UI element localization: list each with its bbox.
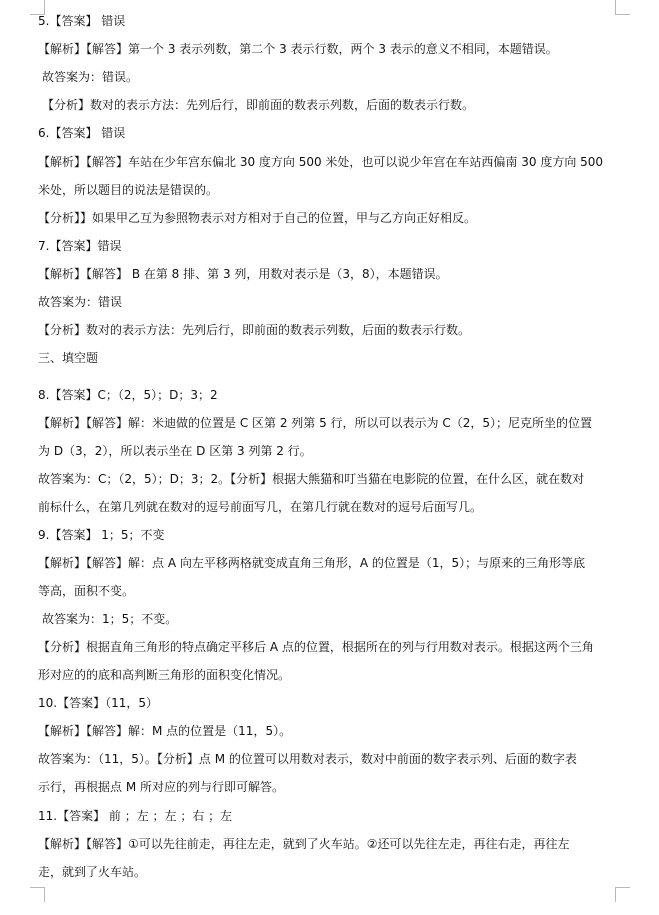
- conclusion-line: 故答案为：（11，5）。【分析】点 M 的位置可以用数对表示，数对中前面的数字表示列、后面的数字表: [38, 752, 577, 766]
- analysis-line: 【解析】【解答】①可以先往前走，再往左走，就到了火车站。②还可以先往左走，再往右走，再往左: [38, 837, 570, 851]
- answer-line-q7: 7.【答案】错误: [38, 239, 122, 253]
- analysis-line: 【解析】【解答】 B 在第 8 排、第 3 列，用数对表示是（3，8），本题错误。: [38, 267, 448, 281]
- reasoning-line: 【分析】数对的表示方法：先列后行，即前面的数表示列数，后面的数表示行数。: [42, 98, 475, 112]
- reasoning-line: 【分析】数对的表示方法：先列后行，即前面的数表示列数，后面的数表示行数。: [38, 323, 471, 337]
- conclusion-line-cont: 前标什么，在第几列就在数对的逗号前面写几，在第几行就在数对的逗号后面写几。: [38, 500, 483, 514]
- analysis-line: 【解析】【解答】车站在少年宫东偏北 30 度方向 500 米处，也可以说少年宫在车站西偏南 30 度方向 500: [38, 155, 604, 169]
- conclusion-line: 故答案为：错误: [38, 295, 123, 309]
- analysis-line: 【解析】【解答】解：点 A 向左平移两格就变成直角三角形，A 的位置是（1，5）；与原来的三角形等底: [38, 556, 586, 570]
- analysis-line: 【解析】【解答】解：M 点的位置是（11，5）。: [38, 724, 292, 738]
- analysis-line-cont: 为 D（3，2），所以表示坐在 D 区第 3 列第 2 行。: [38, 444, 312, 458]
- analysis-line: 【解析】【解答】第一个 3 表示列数，第二个 3 表示行数，两个 3 表示的意义不相同，本题错误。: [38, 42, 558, 56]
- answer-line-q11: 11.【答案】 前 ；左 ；左 ；右 ；左: [38, 809, 233, 823]
- page-corner-mark: [30, 887, 45, 902]
- analysis-line-cont: 等高，面积不变。: [38, 584, 135, 598]
- reasoning-line: 【分析】】如果甲乙互为参照物表示对方相对于自己的位置，甲与乙方向正好相反。: [38, 211, 477, 225]
- reasoning-line: 【分析】根据直角三角形的特点确定平移后 A 点的位置，根据所在的列与行用数对表示。根据这两个三角: [38, 640, 594, 654]
- conclusion-line: 故答案为：1；5；不变。: [42, 612, 178, 626]
- reasoning-line-cont: 形对应的的底和高判断三角形的面积变化情况。: [38, 668, 291, 682]
- answer-line-q10: 10.【答案】（11，5）: [38, 696, 158, 710]
- analysis-line-cont: 走，就到了火车站。: [38, 865, 147, 879]
- conclusion-line: 故答案为：C；（2，5）；D；3；2。【分析】根据大熊猫和叮当猫在电影院的位置，在什么区，就在数对: [38, 472, 585, 486]
- conclusion-line: 故答案为：错误。: [42, 70, 139, 84]
- section-heading: 三、填空题: [38, 351, 99, 365]
- answer-line-q5: 5.【答案】 错误: [38, 14, 126, 28]
- conclusion-line-cont: 示行，再根据点 M 所对应的列与行即可解答。: [38, 780, 284, 794]
- answer-line-q6: 6.【答案】 错误: [38, 126, 126, 140]
- analysis-line: 【解析】【解答】解：米迪做的位置是 C 区第 2 列第 5 行，所以可以表示为 C（2，5）；尼克所坐的位置: [38, 416, 593, 430]
- page-corner-mark: [615, 887, 630, 902]
- analysis-line-cont: 米处，所以题目的说法是错误的。: [38, 183, 219, 197]
- answer-line-q8: 8.【答案】C；（2，5）；D；3；2: [38, 388, 218, 402]
- answer-line-q9: 9.【答案】 1；5；不变: [38, 528, 165, 542]
